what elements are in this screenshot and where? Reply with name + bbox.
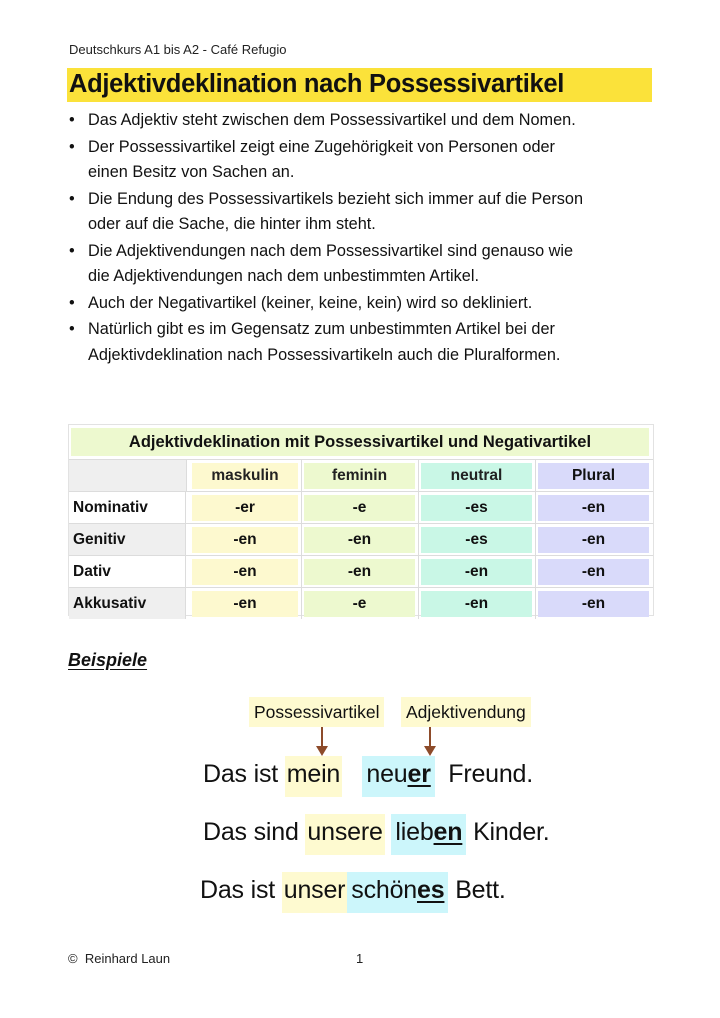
bullet-icon: • <box>69 293 75 312</box>
column-divider <box>418 460 419 491</box>
examples-heading: Beispiele <box>68 650 148 670</box>
title-banner <box>67 68 652 102</box>
bullet-item <box>68 291 668 317</box>
sentence-start: Das sind <box>203 818 306 846</box>
bullet-text: Adjektivdeklination nach Possessivartikeln auch die Pluralformen. <box>88 345 561 364</box>
table-cell: -es <box>421 495 532 521</box>
table-row <box>69 555 653 587</box>
table-cell: -en <box>304 527 415 553</box>
arrow-down-icon <box>429 727 431 747</box>
declension-table <box>68 424 654 616</box>
table-cell: -e <box>304 591 415 617</box>
adjective-stem: lieb <box>395 818 434 846</box>
copyright-icon: © <box>68 951 78 966</box>
table-cell: -e <box>304 495 415 521</box>
column-divider <box>418 588 419 619</box>
adjective-ending: es <box>417 876 445 904</box>
footer-author: Reinhard Laun <box>84 951 171 966</box>
bullet-icon: • <box>69 320 75 338</box>
table-cell: -er <box>192 495 298 521</box>
bullet-text: oder auf die Sache, die hinter ihm steht. <box>88 215 376 233</box>
table-grid <box>69 459 653 619</box>
bullet-text: Die Endung des Possessivartikels bezieht sich immer auf die Person <box>88 189 584 208</box>
column-divider <box>535 588 536 619</box>
table-cell: -en <box>304 559 415 585</box>
adjective-word <box>391 814 466 855</box>
bullet-item <box>68 239 668 290</box>
table-header-row <box>69 459 653 491</box>
column-divider <box>418 492 419 523</box>
column-divider <box>535 492 536 523</box>
header-empty-cell <box>69 460 187 491</box>
case-label: Genitiv <box>69 524 186 555</box>
column-divider <box>535 524 536 555</box>
table-cell: -en <box>538 495 649 521</box>
case-label: Akkusativ <box>69 588 186 619</box>
noun: Freund. <box>448 760 534 788</box>
noun: Bett. <box>455 876 506 904</box>
bullet-icon: • <box>69 241 75 260</box>
page-title: Adjektivdeklination nach Possessivartikel <box>69 70 565 98</box>
noun: Kinder. <box>473 818 550 846</box>
sentence-start: Das ist <box>203 760 285 788</box>
bullet-item <box>68 317 668 368</box>
bullet-text: einen Besitz von Sachen an. <box>88 163 295 181</box>
footer-copyright <box>68 951 170 966</box>
case-label: Dativ <box>69 556 186 587</box>
table-cell: -en <box>538 591 649 617</box>
adjective-ending: er <box>407 760 431 788</box>
table-cell: -en <box>538 559 649 585</box>
adjective-ending: en <box>433 818 463 846</box>
bullet-text: die Adjektivendungen nach dem unbestimmten Artikel. <box>88 267 479 285</box>
column-divider <box>535 556 536 587</box>
bullet-list <box>68 108 668 369</box>
adjective-stem: neu <box>366 760 408 788</box>
bullet-text: Die Adjektivendungen nach dem Possessivartikel sind genauso wie <box>88 241 574 260</box>
column-divider <box>301 524 302 555</box>
table-cell: -es <box>421 527 532 553</box>
bullet-text: Der Possessivartikel zeigt eine Zugehörigkeit von Personen oder <box>88 137 555 156</box>
column-divider <box>301 492 302 523</box>
example-sentence <box>203 818 550 847</box>
table-cell: -en <box>192 559 298 585</box>
bullet-item <box>68 135 668 186</box>
column-divider <box>535 460 536 491</box>
table-row <box>69 523 653 555</box>
bullet-icon: • <box>69 111 75 129</box>
possessive-word: unsere <box>305 814 384 855</box>
table-cell: -en <box>192 527 298 553</box>
table-cell: -en <box>538 527 649 553</box>
column-header-plural: Plural <box>538 463 649 489</box>
column-divider <box>301 588 302 619</box>
bullet-item <box>68 187 668 238</box>
sentence-start: Das ist <box>200 876 282 904</box>
page-number: 1 <box>356 951 364 966</box>
case-label: Nominativ <box>69 492 186 523</box>
bullet-icon: • <box>69 189 75 208</box>
adjective-ending-label: Adjektivendung <box>401 697 531 727</box>
example-sentence <box>203 760 533 789</box>
bullet-icon: • <box>69 137 75 156</box>
possessive-word: mein <box>285 756 342 797</box>
possessive-label: Possessivartikel <box>249 697 384 727</box>
adjective-word <box>362 756 434 797</box>
table-title: Adjektivdeklination mit Possessivartikel und Negativartikel <box>71 428 649 456</box>
column-header-maskulin: maskulin <box>192 463 298 489</box>
column-header-feminin: feminin <box>304 463 415 489</box>
table-row <box>69 587 653 619</box>
bullet-text: Natürlich gibt es im Gegensatz zum unbestimmten Artikel bei der <box>88 320 555 338</box>
bullet-text: Das Adjektiv steht zwischen dem Possessivartikel und dem Nomen. <box>88 111 576 129</box>
column-header-neutral: neutral <box>421 463 532 489</box>
column-divider <box>301 460 302 491</box>
table-cell: -en <box>421 559 532 585</box>
table-cell: -en <box>192 591 298 617</box>
course-header: Deutschkurs A1 bis A2 - Café Refugio <box>69 42 287 57</box>
bullet-text: Auch der Negativartikel (keiner, keine, kein) wird so dekliniert. <box>88 293 533 312</box>
column-divider <box>301 556 302 587</box>
adjective-word <box>347 872 448 913</box>
column-divider <box>418 556 419 587</box>
adjective-stem: schön <box>351 876 418 904</box>
table-cell: -en <box>421 591 532 617</box>
bullet-item <box>68 108 668 134</box>
possessive-word: unser <box>282 872 348 913</box>
example-sentence <box>200 876 506 905</box>
table-row <box>69 491 653 523</box>
arrow-down-icon <box>321 727 323 747</box>
column-divider <box>418 524 419 555</box>
